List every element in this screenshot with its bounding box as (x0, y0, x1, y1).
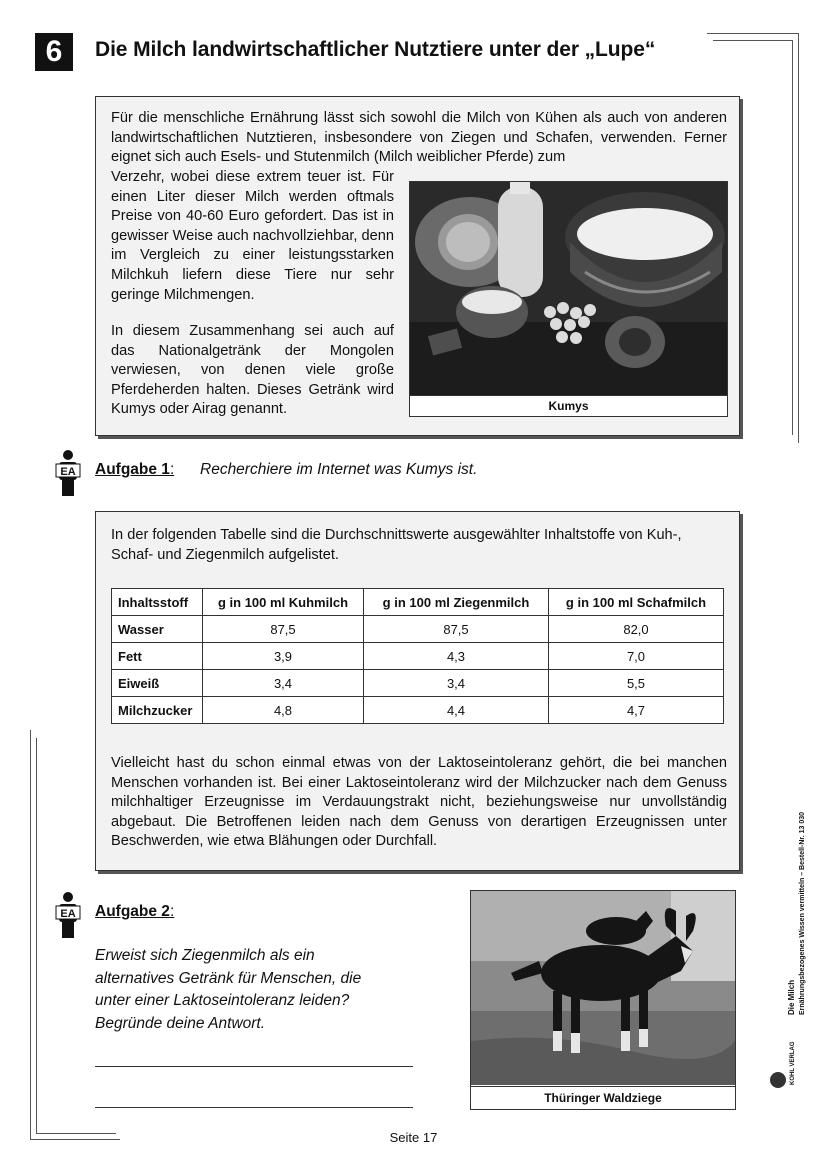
frame-line-top-inner (713, 40, 793, 41)
table-cell: 4,7 (549, 697, 724, 724)
kumys-photo (409, 181, 728, 417)
task1-colon: : (169, 461, 175, 478)
table-row (112, 670, 724, 697)
table-cell: 87,5 (364, 616, 549, 643)
chapter-number: 6 (35, 33, 73, 71)
task2-heading (95, 903, 174, 921)
side-publisher-info (760, 765, 820, 1095)
table-row (112, 643, 724, 670)
table-cell: 82,0 (549, 616, 724, 643)
frame-line-top (707, 33, 799, 34)
task2-label: Aufgabe 2 (95, 903, 170, 920)
table-cell: 7,0 (549, 643, 724, 670)
intro-paragraph-price: Verzehr, wobei diese extrem teuer ist. Für einen Liter dieser Milch werden oftmals Preise von 40-60 Euro gefordert. Das ist in gewisser Weise auch nachvollziehbar, denn im Vergleich zu einer leistungsstarken Milchkuh liefern diese Tiere nur sehr geringe Milchmengen. (111, 169, 394, 303)
table-row (112, 697, 724, 724)
table-header-row (112, 589, 724, 616)
publisher-logo-icon (770, 1072, 786, 1088)
task1-heading (95, 461, 174, 479)
table-header-cell: g in 100 ml Schafmilch (549, 589, 724, 616)
table-cell: 3,4 (364, 670, 549, 697)
kumys-caption: Kumys (410, 395, 727, 416)
task1-text: Recherchiere im Internet was Kumys ist. (200, 461, 478, 478)
page-title: Die Milch landwirtschaftlicher Nutztiere unter der „Lupe“ (95, 38, 656, 61)
frame-line-left (30, 730, 31, 1140)
answer-line[interactable] (95, 1066, 413, 1067)
task1-label: Aufgabe 1 (95, 461, 170, 478)
frame-line-right-inner (792, 40, 793, 435)
page-number: Seite 17 (389, 1130, 438, 1145)
goat-caption: Thüringer Waldziege (471, 1086, 735, 1109)
task2-badge: EA (60, 908, 76, 920)
table-cell: 87,5 (203, 616, 364, 643)
table-cell: 4,3 (364, 643, 549, 670)
lactose-paragraph: Vielleicht hast du schon einmal etwas von der Laktoseintoleranz gehört, die bei manchen Menschen vorhanden ist. Bei einer Laktoseintoleranz wird der Milchzucker nach dem Genuss milchhaltiger Erzeugnisse im Verdauungstrakt nicht, beziehungsweise nur unvollständig abgebaut. Die Betroffenen leiden nach dem Genuss von derartigen Erzeugnissen unter Beschwerden, wie etwa Blähungen oder Durchfall. (111, 755, 727, 850)
table-header-cell: Inhaltsstoff (112, 589, 203, 616)
intro-paragraph-mongol: In diesem Zusammenhang sei auch auf das Nationalgetränk der Mongolen verwiesen, von denen viele große Pferdeherden halten. Dieses Getränk wird Kumys oder Airag genannt. (111, 323, 394, 418)
side-line2: Ernährungsbezogenes Wissen vermitteln – Bestell-Nr. 13 030 (799, 811, 806, 1015)
table-cell: Milchzucker (112, 697, 203, 724)
table-cell: Fett (112, 643, 203, 670)
table-header-cell: g in 100 ml Kuhmilch (203, 589, 364, 616)
table-box (95, 511, 740, 871)
table-cell: 3,9 (203, 643, 364, 670)
table-cell: 5,5 (549, 670, 724, 697)
table-cell: Wasser (112, 616, 203, 643)
table-cell: 3,4 (203, 670, 364, 697)
task2-text: Erweist sich Ziegenmilch als ein alternatives Getränk für Menschen, die unter einer Laktoseintoleranz leiden? Begründe deine Antwort. (95, 947, 362, 1032)
table-intro: In der folgenden Tabelle sind die Durchschnittswerte ausgewählter Inhaltstoffe von Kuh-, Schaf- und Ziegenmilch aufgelistet. (111, 527, 682, 563)
table-row (112, 616, 724, 643)
intro-paragraph-top: Für die menschliche Ernährung lässt sich sowohl die Milch von Kühen als auch von anderen landwirtschaftlichen Nutztieren, insbesondere von Ziegen und Schafen, verwenden. Ferner eignet sich auch Esels- und Stutenmilch (Milch weiblicher Pferde) zum (111, 110, 727, 166)
side-line1: Die Milch (787, 979, 796, 1015)
table-cell: 4,8 (203, 697, 364, 724)
nutrient-table (111, 588, 724, 724)
goat-photo (470, 890, 736, 1110)
publisher-name: KOHL VERLAG (790, 1041, 796, 1085)
answer-line[interactable] (95, 1107, 413, 1108)
kumys-image (410, 182, 727, 395)
frame-line-left-inner (36, 738, 37, 1133)
person-icon (55, 450, 81, 496)
task2-colon: : (169, 903, 175, 920)
frame-line-right (798, 33, 799, 443)
table-cell: Eiweiß (112, 670, 203, 697)
task1-badge: EA (60, 466, 76, 478)
goat-image (471, 891, 735, 1085)
table-cell: 4,4 (364, 697, 549, 724)
person-icon (55, 892, 81, 938)
table-header-cell: g in 100 ml Ziegenmilch (364, 589, 549, 616)
